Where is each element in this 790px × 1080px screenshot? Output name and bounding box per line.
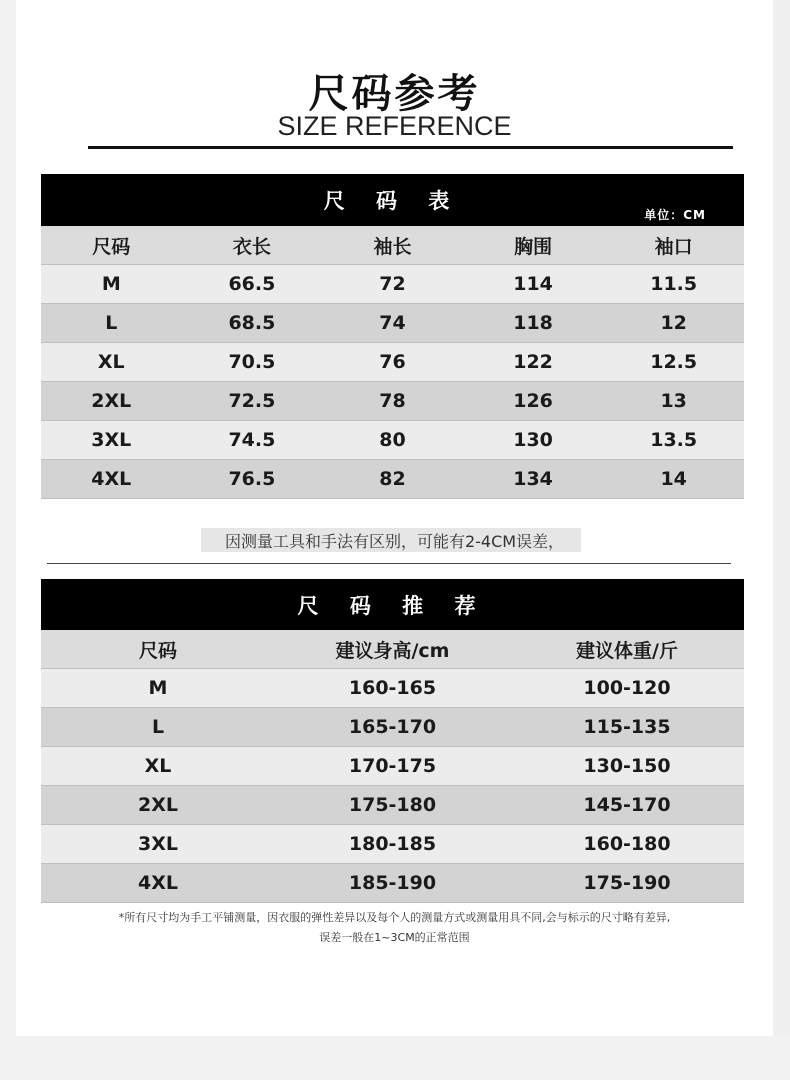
size-table-column-headers <box>41 226 744 265</box>
cell-size: 4XL <box>91 468 132 490</box>
table-row <box>41 265 744 304</box>
table-row <box>41 382 744 421</box>
size-table-title: 尺 码 表 <box>323 189 462 213</box>
size-table <box>41 226 744 499</box>
cell-height: 165-170 <box>348 716 437 738</box>
right-margin-strip <box>773 0 790 1036</box>
cell-chest: 126 <box>513 390 553 412</box>
cell-chest: 134 <box>513 468 553 490</box>
cell-cuff: 11.5 <box>650 273 698 295</box>
column-header-weight: 建议体重/斤 <box>576 639 678 662</box>
column-header-size: 尺码 <box>138 639 177 662</box>
table-row <box>41 304 744 343</box>
cell-cuff: 12 <box>660 312 687 334</box>
recommend-table-header <box>41 579 744 630</box>
title-divider <box>88 146 733 149</box>
cell-length: 70.5 <box>228 351 276 373</box>
cell-length: 74.5 <box>228 429 276 451</box>
cell-weight: 145-170 <box>583 794 671 816</box>
cell-size: XL <box>97 351 125 373</box>
note-divider <box>47 563 731 564</box>
table-row <box>41 343 744 382</box>
table-row <box>41 669 744 708</box>
cell-weight: 175-190 <box>583 872 671 894</box>
cell-sleeve: 72 <box>379 273 406 295</box>
cell-size: M <box>101 273 121 295</box>
column-header-cuff: 袖口 <box>654 235 693 258</box>
recommend-table-title: 尺 码 推 荐 <box>297 593 488 618</box>
recommend-table <box>41 630 744 903</box>
cell-chest: 118 <box>513 312 553 334</box>
cell-sleeve: 74 <box>379 312 406 334</box>
table-row <box>41 864 744 903</box>
page-subtitle: SIZE REFERENCE <box>277 111 512 141</box>
measurement-note: 因测量工具和手法有区别，可能有2-4CM误差， <box>224 532 565 551</box>
column-header-height: 建议身高/cm <box>335 639 450 662</box>
unit-label: 单位：CM <box>644 208 706 222</box>
cell-cuff: 13 <box>660 390 687 412</box>
cell-height: 170-175 <box>348 755 437 777</box>
cell-cuff: 14 <box>660 468 687 490</box>
table-row <box>41 747 744 786</box>
size-table-header <box>41 174 744 226</box>
page-title: 尺码参考 <box>308 71 481 117</box>
table-row <box>41 460 744 499</box>
cell-size: M <box>148 677 168 699</box>
table-row <box>41 786 744 825</box>
cell-sleeve: 82 <box>379 468 406 490</box>
cell-height: 185-190 <box>348 872 437 894</box>
cell-chest: 122 <box>513 351 553 373</box>
table-row <box>41 825 744 864</box>
cell-weight: 160-180 <box>583 833 671 855</box>
table-row <box>41 421 744 460</box>
cell-height: 175-180 <box>348 794 437 816</box>
cell-weight: 115-135 <box>583 716 671 738</box>
cell-size: 3XL <box>138 833 178 855</box>
cell-height: 160-165 <box>348 677 437 699</box>
size-chart-page <box>16 0 773 1036</box>
cell-sleeve: 80 <box>379 429 406 451</box>
column-header-chest: 胸围 <box>514 235 553 258</box>
cell-length: 72.5 <box>228 390 276 412</box>
cell-size: 4XL <box>138 872 178 894</box>
cell-length: 68.5 <box>228 312 276 334</box>
cell-length: 66.5 <box>228 273 276 295</box>
table-row <box>41 708 744 747</box>
footnote-line-1: *所有尺寸均为手工平铺测量，因衣服的弹性差异以及每个人的测量方式或测量用具不同,会与标示的尺寸略有差异, <box>118 911 671 924</box>
cell-size: L <box>151 716 165 738</box>
cell-length: 76.5 <box>228 468 276 490</box>
cell-sleeve: 76 <box>379 351 406 373</box>
recommend-table-column-headers <box>41 630 744 669</box>
column-header-size: 尺码 <box>92 235 131 258</box>
cell-cuff: 13.5 <box>650 429 698 451</box>
cell-chest: 114 <box>513 273 553 295</box>
cell-weight: 130-150 <box>583 755 671 777</box>
cell-size: 2XL <box>91 390 132 412</box>
cell-weight: 100-120 <box>583 677 671 699</box>
cell-sleeve: 78 <box>379 390 406 412</box>
footnote-line-2: 误差一般在1~3CM的正常范围 <box>319 931 470 944</box>
cell-height: 180-185 <box>348 833 437 855</box>
cell-chest: 130 <box>513 429 553 451</box>
cell-size: 3XL <box>91 429 132 451</box>
column-header-sleeve: 袖长 <box>373 235 412 258</box>
cell-size: XL <box>144 755 172 777</box>
cell-size: 2XL <box>138 794 178 816</box>
cell-size: L <box>105 312 118 334</box>
cell-cuff: 12.5 <box>650 351 698 373</box>
column-header-length: 衣长 <box>232 235 271 258</box>
